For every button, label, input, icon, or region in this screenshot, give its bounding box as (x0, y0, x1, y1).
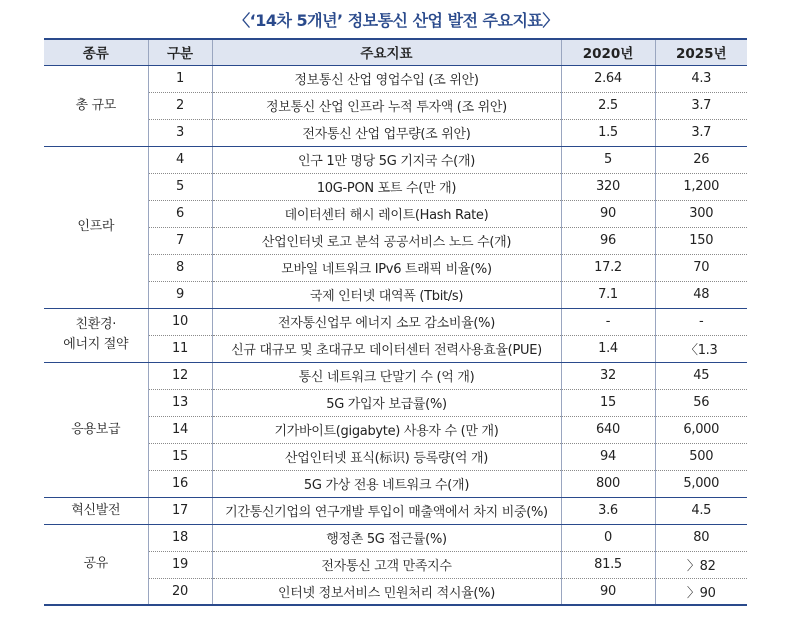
indicator-cell: 산업인터넷 로고 분석 공공서비스 노드 수(개) (212, 227, 561, 254)
category-cell: 혁신발전 (44, 497, 148, 524)
table-row (44, 551, 747, 578)
table-row (44, 389, 747, 416)
indicator-cell: 인구 1만 명당 5G 기지국 수(개) (212, 146, 561, 173)
table-row (44, 335, 747, 362)
value-2020-cell: 640 (561, 416, 655, 443)
table-row (44, 362, 747, 389)
header-2025: 2025년 (655, 39, 747, 65)
table-row (44, 497, 747, 524)
value-2020-cell: 15 (561, 389, 655, 416)
table-title: 〈‘14차 5개년’ 정보통신 산업 발전 주요지표〉 (234, 11, 558, 30)
value-2020-cell: 3.6 (561, 497, 655, 524)
header-row (44, 39, 747, 65)
row-number-cell: 5 (148, 173, 212, 200)
value-2020-cell: 800 (561, 470, 655, 497)
value-2020-cell: 320 (561, 173, 655, 200)
value-2025-cell: 〉82 (655, 551, 747, 578)
value-2025-cell: 3.7 (655, 92, 747, 119)
indicator-cell: 데이터센터 해시 레이트(Hash Rate) (212, 200, 561, 227)
table-row (44, 470, 747, 497)
value-2020-cell: 1.4 (561, 335, 655, 362)
indicator-cell: 전자통신 고객 만족지수 (212, 551, 561, 578)
value-2020-cell: 32 (561, 362, 655, 389)
value-2025-cell: 1,200 (655, 173, 747, 200)
value-2020-cell: 0 (561, 524, 655, 551)
table-row (44, 308, 747, 335)
row-number-cell: 9 (148, 281, 212, 308)
indicator-cell: 정보통신 산업 인프라 누적 투자액 (조 위안) (212, 92, 561, 119)
value-2020-cell: 1.5 (561, 119, 655, 146)
value-2025-cell: 80 (655, 524, 747, 551)
table-body (44, 65, 747, 605)
value-2025-cell: 26 (655, 146, 747, 173)
value-2025-cell: 4.3 (655, 65, 747, 92)
indicator-cell: 5G 가상 전용 네트워크 수(개) (212, 470, 561, 497)
category-cell: 총 규모 (44, 65, 148, 146)
indicator-cell: 행정촌 5G 접근률(%) (212, 524, 561, 551)
value-2020-cell: 2.5 (561, 92, 655, 119)
category-cell: 공유 (44, 524, 148, 605)
value-2025-cell: 6,000 (655, 416, 747, 443)
row-number-cell: 20 (148, 578, 212, 605)
table-row (44, 119, 747, 146)
category-cell: 인프라 (44, 146, 148, 308)
table-row (44, 146, 747, 173)
indicator-cell: 전자통신업무 에너지 소모 감소비율(%) (212, 308, 561, 335)
indicator-cell: 신규 대규모 및 초대규모 데이터센터 전력사용효율(PUE) (212, 335, 561, 362)
value-2020-cell: 94 (561, 443, 655, 470)
value-2020-cell: - (561, 308, 655, 335)
header-2020: 2020년 (561, 39, 655, 65)
table-row (44, 92, 747, 119)
value-2025-cell: - (655, 308, 747, 335)
value-2020-cell: 17.2 (561, 254, 655, 281)
value-2025-cell: 56 (655, 389, 747, 416)
table-row (44, 578, 747, 605)
indicator-cell: 정보통신 산업 영업수입 (조 위안) (212, 65, 561, 92)
row-number-cell: 18 (148, 524, 212, 551)
table-row (44, 281, 747, 308)
row-number-cell: 2 (148, 92, 212, 119)
category-cell: 응용보급 (44, 362, 148, 497)
row-number-cell: 15 (148, 443, 212, 470)
indicator-cell: 인터넷 정보서비스 민원처리 적시율(%) (212, 578, 561, 605)
value-2025-cell: 150 (655, 227, 747, 254)
indicator-cell: 5G 가입자 보급률(%) (212, 389, 561, 416)
row-number-cell: 8 (148, 254, 212, 281)
table-row (44, 254, 747, 281)
row-number-cell: 12 (148, 362, 212, 389)
row-number-cell: 11 (148, 335, 212, 362)
row-number-cell: 16 (148, 470, 212, 497)
table-row (44, 443, 747, 470)
table-row (44, 173, 747, 200)
indicator-cell: 10G-PON 포트 수(만 개) (212, 173, 561, 200)
value-2020-cell: 5 (561, 146, 655, 173)
header-category: 종류 (44, 39, 148, 65)
value-2020-cell: 96 (561, 227, 655, 254)
value-2020-cell: 90 (561, 578, 655, 605)
value-2025-cell: 〈1.3 (655, 335, 747, 362)
value-2025-cell: 500 (655, 443, 747, 470)
table-row (44, 227, 747, 254)
row-number-cell: 1 (148, 65, 212, 92)
value-2020-cell: 81.5 (561, 551, 655, 578)
row-number-cell: 14 (148, 416, 212, 443)
value-2020-cell: 90 (561, 200, 655, 227)
value-2025-cell: 3.7 (655, 119, 747, 146)
indicator-cell: 전자통신 산업 업무량(조 위안) (212, 119, 561, 146)
value-2025-cell: 4.5 (655, 497, 747, 524)
value-2025-cell: 5,000 (655, 470, 747, 497)
value-2025-cell: 〉90 (655, 578, 747, 605)
table-row (44, 65, 747, 92)
indicator-cell: 국제 인터넷 대역폭 (Tbit/s) (212, 281, 561, 308)
category-cell: 친환경· 에너지 절약 (44, 308, 148, 362)
row-number-cell: 17 (148, 497, 212, 524)
value-2020-cell: 7.1 (561, 281, 655, 308)
table-row (44, 200, 747, 227)
value-2025-cell: 45 (655, 362, 747, 389)
row-number-cell: 4 (148, 146, 212, 173)
indicator-cell: 산업인터넷 표식(标识) 등록량(억 개) (212, 443, 561, 470)
indicator-cell: 기가바이트(gigabyte) 사용자 수 (만 개) (212, 416, 561, 443)
header-indicator: 주요지표 (212, 39, 561, 65)
row-number-cell: 13 (148, 389, 212, 416)
value-2025-cell: 48 (655, 281, 747, 308)
value-2020-cell: 2.64 (561, 65, 655, 92)
row-number-cell: 6 (148, 200, 212, 227)
value-2025-cell: 300 (655, 200, 747, 227)
table-row (44, 524, 747, 551)
indicator-cell: 기간통신기업의 연구개발 투입이 매출액에서 차지 비중(%) (212, 497, 561, 524)
value-2025-cell: 70 (655, 254, 747, 281)
row-number-cell: 19 (148, 551, 212, 578)
indicator-cell: 모바일 네트워크 IPv6 트래픽 비율(%) (212, 254, 561, 281)
row-number-cell: 7 (148, 227, 212, 254)
header-number: 구분 (148, 39, 212, 65)
row-number-cell: 10 (148, 308, 212, 335)
row-number-cell: 3 (148, 119, 212, 146)
indicator-cell: 통신 네트워크 단말기 수 (억 개) (212, 362, 561, 389)
indicator-table (44, 38, 747, 606)
table-row (44, 416, 747, 443)
